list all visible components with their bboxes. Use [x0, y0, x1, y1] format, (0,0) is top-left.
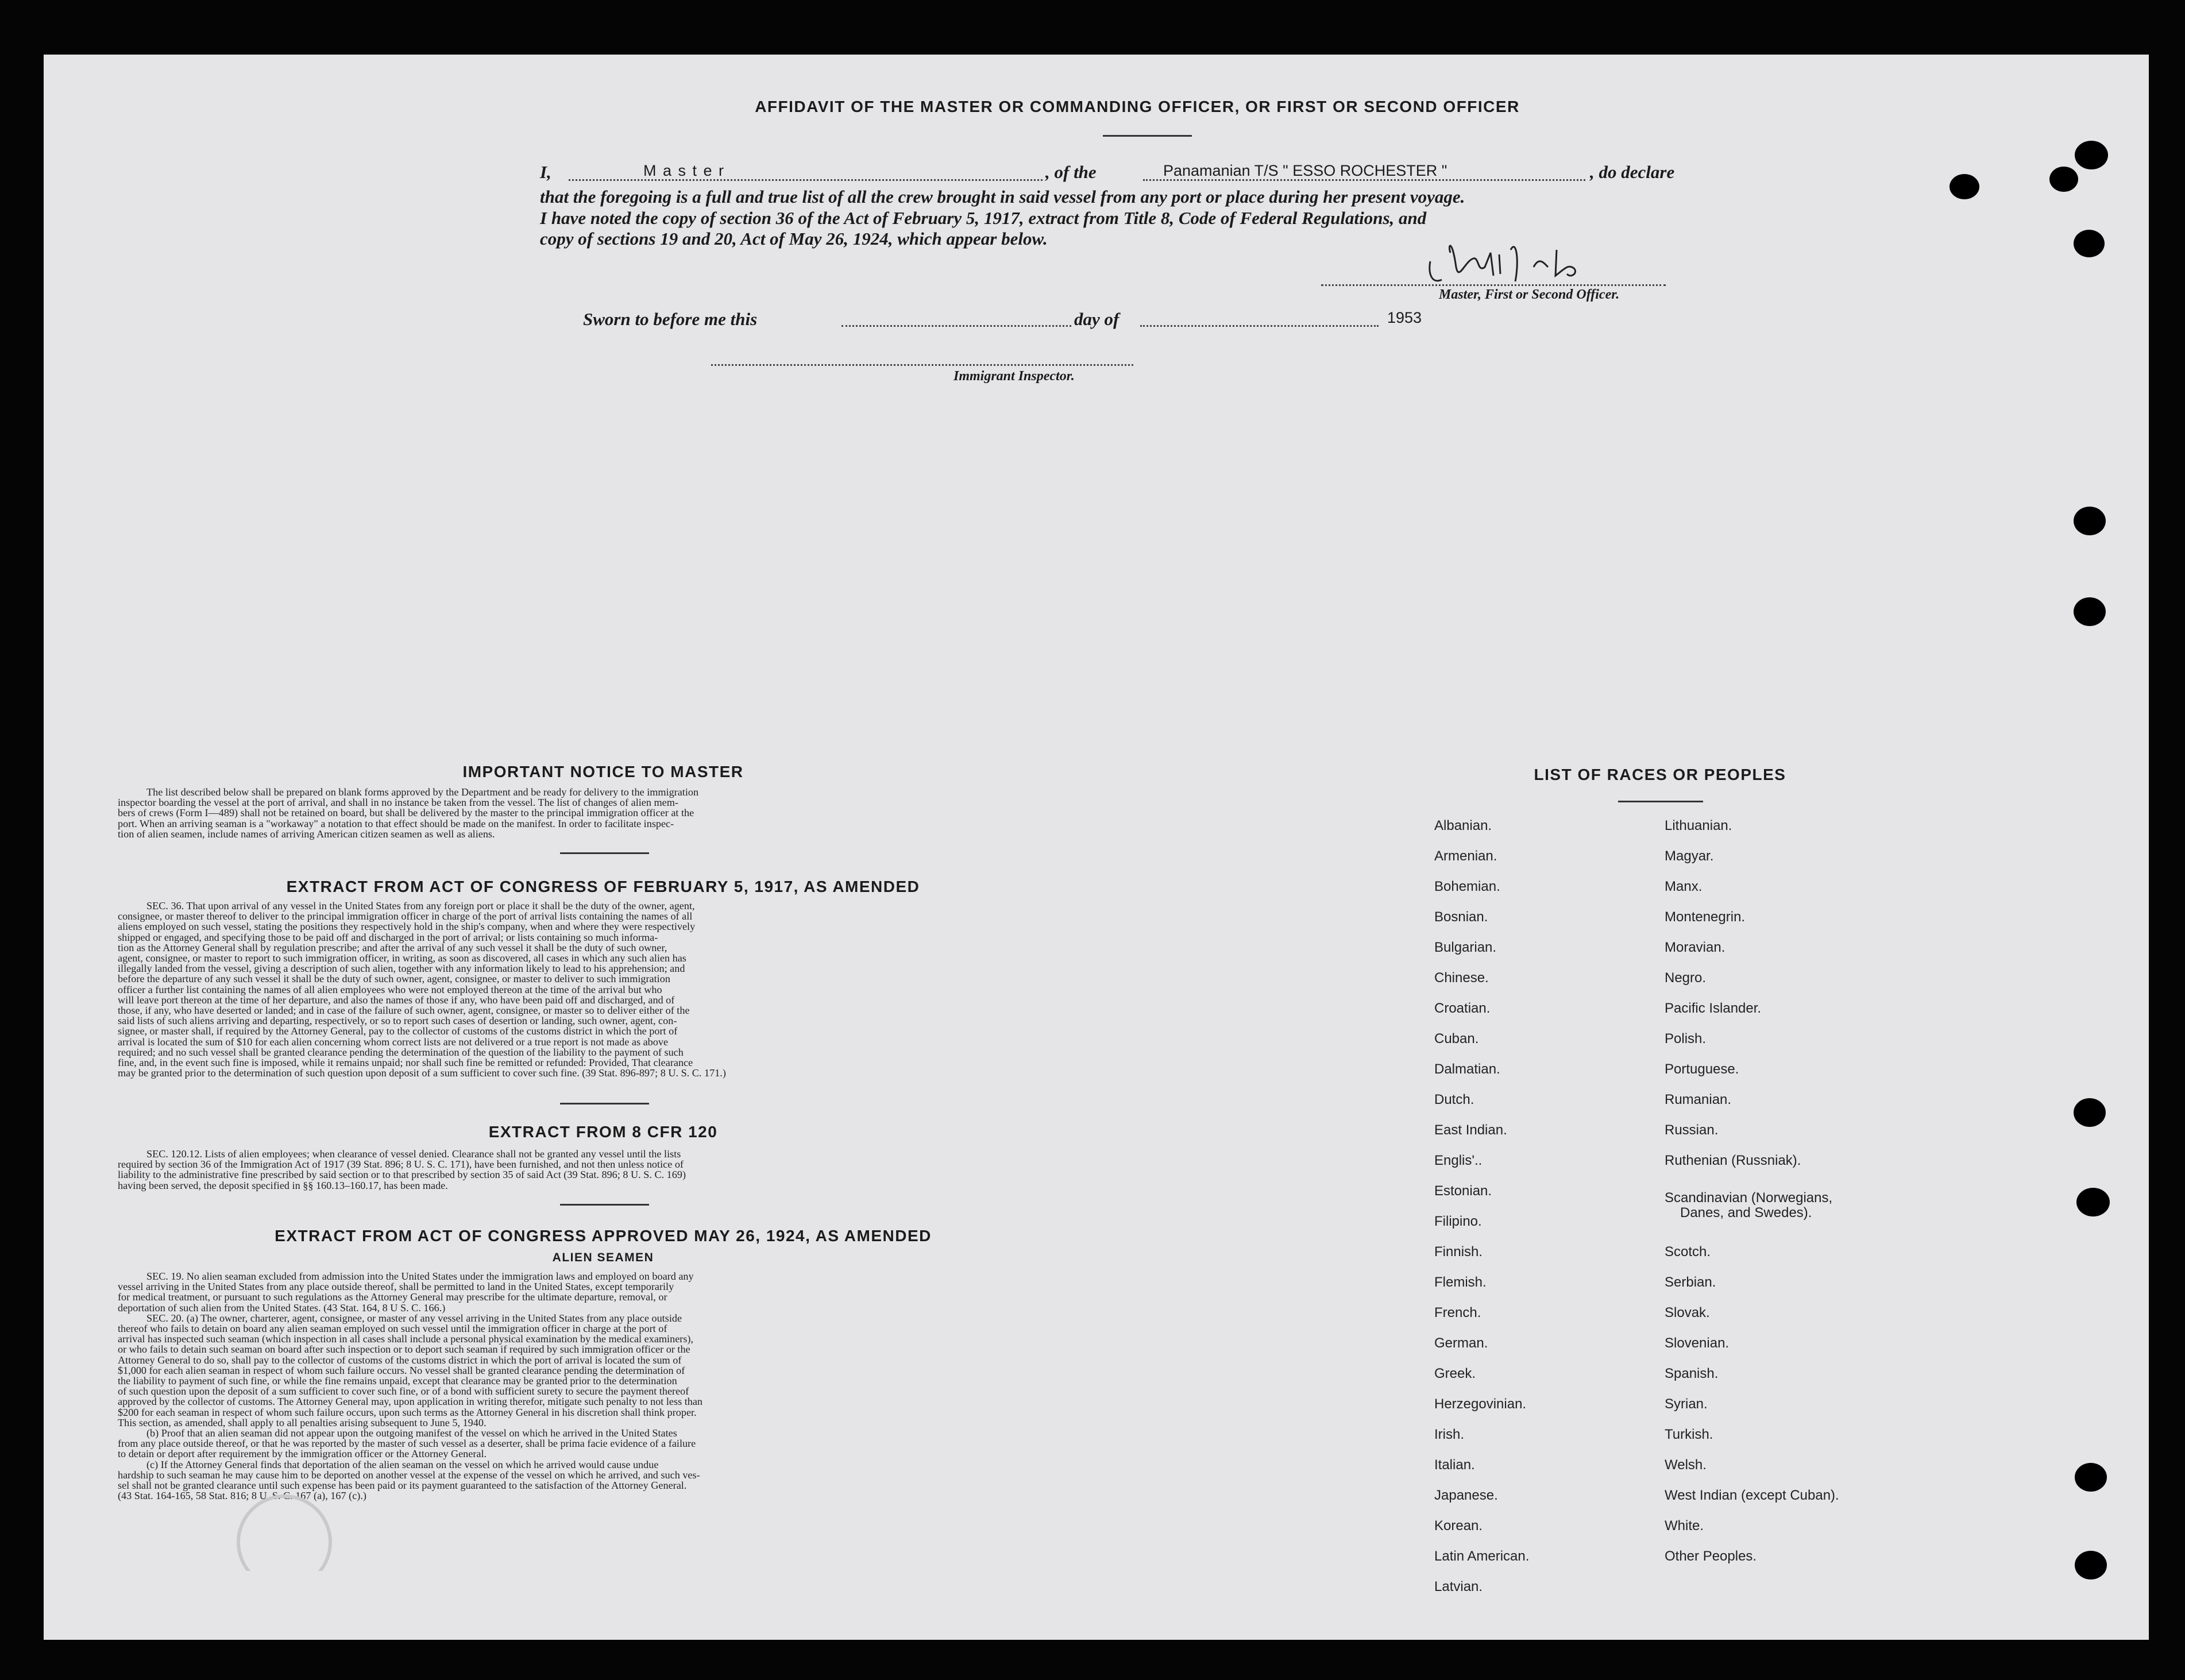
race-left: Bosnian.	[1434, 909, 1488, 925]
extract-line: may be granted prior to the determination of such question upon deposit of a sum sufficient to cover such fine. (39 Stat. 896-897; 8 U. S. C. 171.)	[118, 1067, 726, 1079]
extract-line: before the departure of any such vessel it shall be the duty of such owner, agent, consignee, or master to deliver to such immigration	[118, 973, 670, 985]
extract-line: consignee, or master thereof to deliver to the principal immigration officer in charge of the port of arrival lists containing the names of all	[118, 910, 693, 922]
faint-stamp	[227, 1490, 342, 1571]
race-right: Serbian.	[1665, 1275, 1716, 1290]
extract-line: (c) If the Attorney General finds that deportation of the alien seaman on the vessel on which he arrived would cause undue	[146, 1458, 659, 1470]
extract-line: approved by the collector of customs. The Attorney General may, upon application in writing therefor, mitigate such penalty to not less than	[118, 1396, 703, 1408]
extract-line: (b) Proof that an alien seaman did not appear upon the outgoing manifest of the vessel on which he arrived in the United States	[146, 1427, 677, 1439]
race-right: Slovenian.	[1665, 1335, 1730, 1351]
race-right: Turkish.	[1665, 1427, 1713, 1442]
extract-line: thereof who fails to detain on board any alien seaman employed on such vessel until the immigration officer in charge at the port of	[118, 1323, 667, 1335]
punch-hole	[1949, 174, 1979, 199]
extract-line: will leave port thereon at the time of her departure, and also the names of those if any, who have been paid off and discharged, and of	[118, 994, 675, 1006]
extract-line: fine, and, in the event such fine is imposed, while it remains unpaid; nor shall such fine be remitted or refunded: Provided, That clearance	[118, 1057, 693, 1069]
race-right: Scandinavian (Norwegians,	[1665, 1190, 1833, 1206]
extract-line: SEC. 19. No alien seaman excluded from admission into the United States under the immigration laws and employed on board any	[146, 1270, 694, 1282]
race-right: Pacific Islander.	[1665, 1001, 1762, 1016]
notice-line: port. When an arriving seaman is a "workaway" a notation to that effect should be made on the manifest. In order to facilitate inspec-	[118, 817, 674, 829]
race-left: Herzegovinian.	[1434, 1396, 1527, 1412]
race-right: Slovak.	[1665, 1305, 1710, 1320]
extract-line: to detain or deport after requirement by the immigration officer or the Attorney General.	[118, 1448, 487, 1460]
race-left: Dalmatian.	[1434, 1061, 1500, 1077]
extract-1924-subheading: ALIEN SEAMEN	[552, 1251, 654, 1264]
sworn-label: Sworn to before me this	[583, 309, 758, 329]
race-right: Rumanian.	[1665, 1092, 1732, 1107]
extract-line: sel shall not be granted clearance until such expense has been paid or its payment guaranteed to the satisfaction of the Attorney General.	[118, 1480, 687, 1492]
rank-dots	[569, 179, 1043, 181]
race-left: Armenian.	[1434, 848, 1497, 864]
race-right: Welsh.	[1665, 1457, 1707, 1473]
race-left: Chinese.	[1434, 970, 1489, 986]
declaration-line-2: that the foregoing is a full and true list of all the crew brought in said vessel from any port or place during her present voyage.	[540, 187, 1465, 207]
race-right: Other Peoples.	[1665, 1548, 1757, 1564]
extract-line: signee, or master shall, if required by the Attorney General, pay to the collector of customs of the customs district in which the port of	[118, 1025, 678, 1037]
race-left: Italian.	[1434, 1457, 1475, 1473]
extract-line: required by section 36 of the Immigration Act of 1917 (39 Stat. 896; 8 U. S. C. 171), have been furnished, and not then unless notice of	[118, 1158, 684, 1171]
race-right: Magyar.	[1665, 848, 1714, 864]
extract-line: the liability to payment of such fine, or while the fine remains unpaid, except that clearance may be granted prior to the determination	[118, 1375, 677, 1387]
declaration-line-3: I have noted the copy of section 36 of the Act of February 5, 1917, extract from Title 8, Code of Federal Regulations, and	[540, 208, 1427, 228]
race-right: Polish.	[1665, 1031, 1707, 1046]
punch-hole	[2074, 1098, 2106, 1127]
race-right: Spanish.	[1665, 1366, 1719, 1381]
race-left: Japanese.	[1434, 1488, 1498, 1503]
section-rule	[560, 1103, 649, 1104]
races-title: LIST OF RACES OR PEOPLES	[1534, 766, 1786, 783]
day-of-label: day of	[1074, 309, 1119, 329]
extract-line: SEC. 20. (a) The owner, charterer, agent, consignee, or master of any vessel arriving in the United States from any place outside	[146, 1312, 682, 1324]
declaration-i: I,	[540, 162, 551, 182]
inspector-caption: Immigrant Inspector.	[953, 369, 1075, 384]
inspector-dots	[711, 364, 1133, 366]
notice-text	[118, 787, 1077, 839]
race-right: Scotch.	[1665, 1244, 1711, 1260]
extract-line: $200 for each seaman in respect of whom such failure occurs, upon such terms as the Attorney General in his discretion shall think proper.	[118, 1406, 697, 1418]
extract-line: or who fails to detain such seaman on board after such inspection or to deport such seaman if required by such immigration officer or the	[118, 1343, 690, 1355]
extract-1917-heading: EXTRACT FROM ACT OF CONGRESS OF FEBRUARY 5, 1917, AS AMENDED	[286, 878, 920, 895]
race-left: Finnish.	[1434, 1244, 1483, 1260]
race-right: Russian.	[1665, 1122, 1719, 1138]
race-left: Flemish.	[1434, 1275, 1487, 1290]
do-declare-label: , do declare	[1590, 162, 1675, 182]
race-right: Lithuanian.	[1665, 818, 1732, 833]
races-rule	[1618, 801, 1703, 802]
sworn-month-dots	[1140, 325, 1379, 327]
race-right: Manx.	[1665, 879, 1703, 894]
race-right: West Indian (except Cuban).	[1665, 1488, 1839, 1503]
race-left: Irish.	[1434, 1427, 1465, 1442]
extract-line: (43 Stat. 164-165, 58 Stat. 816; 8 U. S. C. 167 (a), 167 (c).)	[118, 1490, 366, 1502]
extract-line: liability to the administrative fine prescribed by said section or to that prescribed by section 35 of said Act (39 Stat. 896; 8 U. S. C. 169)	[118, 1169, 686, 1181]
notice-line: tion of alien seamen, include names of arriving American citizen seamen as well as aliens.	[118, 828, 495, 840]
extract-line: having been served, the deposit specified in §§ 160.13–160.17, has been made.	[118, 1179, 448, 1191]
race-right: Moravian.	[1665, 940, 1725, 955]
extract-line: SEC. 120.12. Lists of alien employees; when clearance of vessel denied. Clearance shall not be granted any vessel until the lists	[146, 1148, 681, 1160]
extract-line: This section, as amended, shall apply to all penalties arising subsequent to June 5, 1940.	[118, 1416, 487, 1428]
notice-line: inspector boarding the vessel at the port of arrival, and shall in no instance be taken from the vessel. The list of changes of alien mem-	[118, 797, 678, 809]
race-left: East Indian.	[1434, 1122, 1507, 1138]
sworn-day-dots	[841, 325, 1071, 327]
extract-line: SEC. 36. That upon arrival of any vessel in the United States from any foreign port or place it shall be the duty of the owner, agent,	[146, 900, 695, 912]
notice-heading: IMPORTANT NOTICE TO MASTER	[462, 763, 744, 781]
extract-1924-heading: EXTRACT FROM ACT OF CONGRESS APPROVED MAY 26, 1924, AS AMENDED	[275, 1227, 932, 1245]
race-right: Syrian.	[1665, 1396, 1708, 1412]
race-left: Greek.	[1434, 1366, 1476, 1381]
signature-dots	[1321, 284, 1666, 286]
of-the-label: , of the	[1045, 162, 1097, 182]
race-left: Bulgarian.	[1434, 940, 1497, 955]
extract-line: $1,000 for each alien seaman in respect of whom such failure occurs. No vessel shall be granted clearance pending the determination of	[118, 1364, 685, 1376]
race-right: Ruthenian (Russniak).	[1665, 1153, 1801, 1168]
race-left: Albanian.	[1434, 818, 1492, 833]
race-left: Estonian.	[1434, 1183, 1492, 1199]
extract-line: vessel arriving in the United States from any place outside thereof, shall be permitted to land in the United States, except temporarily	[118, 1281, 674, 1293]
extract-line: aliens employed on such vessel, stating the positions they respectively hold in the ship's company, when and where they were respectively	[118, 921, 696, 933]
punch-hole	[2074, 597, 2106, 626]
vessel-dots	[1143, 179, 1585, 181]
race-left: Englis'..	[1434, 1153, 1483, 1168]
master-signature	[1425, 227, 1689, 290]
declaration-line-1	[540, 162, 1700, 185]
race-left: German.	[1434, 1335, 1488, 1351]
extract-line: hardship to such seaman he may cause him to be deported on another vessel at the expense of the vessel on which he arrived, and such ves-	[118, 1469, 700, 1481]
punch-hole	[2076, 1188, 2110, 1216]
extract-cfr-heading: EXTRACT FROM 8 CFR 120	[488, 1123, 718, 1141]
extract-line: required; and no such vessel shall be granted clearance pending the determination of the question of the liability to the payment of such	[118, 1046, 684, 1058]
punch-hole	[2075, 1463, 2107, 1492]
race-right: White.	[1665, 1518, 1704, 1534]
affidavit-title: AFFIDAVIT OF THE MASTER OR COMMANDING OFFICER, OR FIRST OR SECOND OFFICER	[755, 98, 1520, 115]
rank-field: M a s t e r	[643, 162, 725, 179]
extract-line: arrival has inspected such seaman (which inspection in all cases shall include a personal physical examination by the medical examiners),	[118, 1333, 693, 1345]
race-right: Negro.	[1665, 970, 1707, 986]
extract-line: illegally landed from the vessel, giving a description of such alien, together with any information likely to lead to his apprehension; and	[118, 963, 685, 975]
extract-1917-text	[118, 901, 1077, 1078]
extract-line: arrival is located the sum of $10 for each alien concerning whom correct lists are not delivered or a true report is not made as above	[118, 1036, 669, 1048]
extract-1924-text	[118, 1271, 1077, 1501]
race-left: Korean.	[1434, 1518, 1483, 1534]
punch-hole	[2049, 167, 2078, 192]
punch-hole	[2074, 507, 2106, 535]
race-left: Croatian.	[1434, 1001, 1491, 1016]
extract-cfr-text	[118, 1149, 1077, 1191]
extract-line: shipped or engaged, and specifying those to be paid off and discharged in the port of arrival; or lists containing so much informa-	[118, 931, 658, 943]
punch-hole	[2075, 1551, 2107, 1579]
extract-line: said lists of such aliens arriving and departing, respectively, or so to report such cases of desertion or landing, such owner, agent, con-	[118, 1015, 677, 1027]
notice-line: bers of crews (Form I—489) shall not be retained on board, but shall be delivered by the master to the principal immigration officer at the	[118, 807, 694, 819]
extract-line: agent, consignee, or master to report to such immigration officer, in writing, as soon as discovered, all cases in which any such alien has	[118, 952, 686, 964]
race-left: Filipino.	[1434, 1214, 1482, 1229]
title-rule	[1103, 135, 1192, 137]
race-left: French.	[1434, 1305, 1481, 1320]
extract-line: of such question upon the deposit of a sum sufficient to cover such fine, or of a bond with sufficient surety to secure the payment thereof	[118, 1385, 689, 1397]
extract-line: officer a further list containing the names of all alien employees who were not employed thereon at the time of the arrival but who	[118, 983, 662, 995]
extract-line: those, if any, who have deserted or landed; and in case of the failure of such owner, agent, consignee, or master so to deliver either of the	[118, 1005, 690, 1017]
race-left: Bohemian.	[1434, 879, 1500, 894]
race-left: Dutch.	[1434, 1092, 1474, 1107]
race-right: Danes, and Swedes).	[1680, 1205, 1812, 1221]
extract-line: deportation of such alien from the United States. (43 Stat. 164, 8 U S. C. 166.)	[118, 1301, 446, 1314]
signature-caption: Master, First or Second Officer.	[1439, 287, 1620, 302]
year-field: 1953	[1387, 309, 1422, 326]
punch-hole	[2074, 230, 2105, 257]
race-left: Cuban.	[1434, 1031, 1479, 1046]
declaration-line-4: copy of sections 19 and 20, Act of May 26, 1924, which appear below.	[540, 229, 1048, 249]
extract-line: from any place outside thereof, or that he was reported by the master of such vessel as a deserter, shall be prima facie evidence of a failure	[118, 1438, 696, 1450]
section-rule	[560, 1204, 649, 1206]
race-left: Latin American.	[1434, 1548, 1530, 1564]
sworn-line	[583, 309, 1445, 332]
race-right: Montenegrin.	[1665, 909, 1746, 925]
race-right: Portuguese.	[1665, 1061, 1739, 1077]
extract-line: Attorney General to do so, shall pay to the collector of customs of the customs district in which the port of arrival is located the sum of	[118, 1354, 682, 1366]
vessel-field: Panamanian T/S " ESSO ROCHESTER "	[1163, 162, 1447, 179]
section-rule	[560, 852, 649, 854]
extract-line: for medical treatment, or pursuant to such regulations as the Attorney General may prescribe for the ultimate departure, removal, or	[118, 1291, 667, 1303]
race-left: Latvian.	[1434, 1579, 1483, 1594]
extract-line: tion as the Attorney General shall by regulation prescribe; and after the arrival of any such vessel it shall be the duty of such owner,	[118, 941, 667, 953]
punch-hole	[2075, 141, 2108, 169]
notice-line: The list described below shall be prepared on blank forms approved by the Department and be ready for delivery to the immigration	[146, 786, 699, 798]
